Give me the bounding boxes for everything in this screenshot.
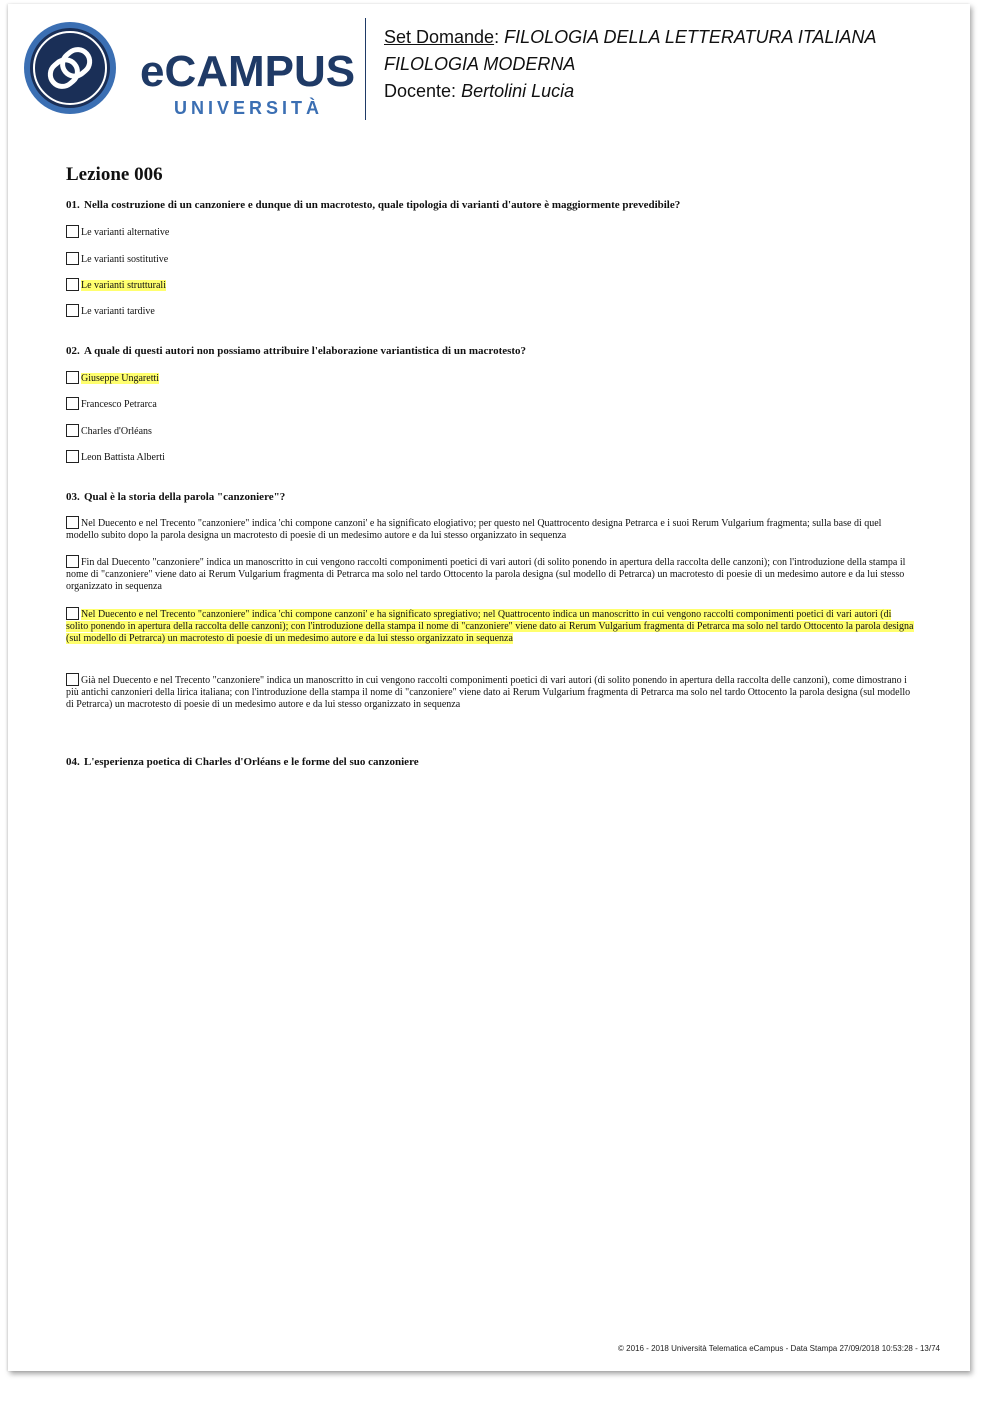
set-label: Set Domande [384, 27, 495, 47]
checkbox[interactable] [66, 225, 79, 238]
lesson-title: Lezione 006 [66, 164, 163, 185]
header-divider [365, 18, 366, 120]
highlighted-answer: Le varianti strutturali [81, 280, 166, 291]
header-info [384, 24, 877, 105]
answer-option[interactable]: Le varianti alternative [66, 225, 916, 239]
answer-option[interactable] [66, 607, 916, 645]
checkbox[interactable] [66, 304, 79, 317]
question-title: 01. Nella costruzione di un canzoniere e dunque di un macrotesto, quale tipologia di varianti d'autore è maggiormente prevedibile? [66, 199, 681, 211]
answer-option[interactable]: Le varianti sostitutive [66, 252, 916, 266]
docente-line [384, 78, 877, 105]
highlighted-answer: Giuseppe Ungaretti [81, 373, 160, 384]
checkbox[interactable] [66, 252, 79, 265]
answer-option[interactable]: Francesco Petrarca [66, 397, 916, 411]
answer-option[interactable]: Charles d'Orléans [66, 424, 916, 438]
checkbox[interactable] [66, 607, 79, 620]
question-title: 04. L'esperienza poetica di Charles d'Orléans e le forme del suo canzoniere [66, 756, 419, 768]
set-value-2: FILOLOGIA MODERNA [384, 54, 576, 74]
highlighted-answer: Nel Duecento e nel Trecento "canzoniere" indica 'chi compone canzoni' e ha significato spregiativo; nel Quattrocento indica un manoscritto in cui vengono raccolti componimenti poetici di vari autori (di solito ponendo in apertura della raccolta delle canzoni); con l'introduzione della stampa il nome di "canzoniere" viene dato ai Rerum Vulgarium fragmenta di Petrarca ma solo nel tardo Ottocento la parola designa (sul modello di Petrarca) un macrotesto di poesie di un medesimo autore e da lui stesso organizzato in sequenza [66, 609, 914, 644]
answer-option[interactable]: Fin dal Duecento "canzoniere" indica un manoscritto in cui vengono raccolti componimenti poetici di vari autori (di solito ponendo in apertura della raccolta delle canzoni); con l'introduzione della stampa il nome di "canzoniere" viene dato ai Rerum Vulgarium fragmenta di Petrarca ma solo nel tardo Ottocento la parola designa (sul modello di Petrarca) un macrotesto di poesie di un medesimo autore e da lui stesso organizzato in sequenza [66, 557, 906, 592]
checkbox[interactable] [66, 516, 79, 529]
checkbox[interactable] [66, 555, 79, 568]
checkbox[interactable] [66, 278, 79, 291]
docente-value: Bertolini Lucia [461, 81, 575, 101]
logo-brand: eCAMPUS [140, 47, 356, 96]
answer-option[interactable]: Nel Duecento e nel Trecento "canzoniere" indica 'chi compone canzoni' e ha significato elogiativo; per questo nel Quattrocento designa Petrarca e i suoi Rerum Vulgarium fragmenta; sulla base di quel modello subito dopo la parola designa un macrotesto di poesie di un medesimo autore e da lui stesso organizzato in sequenza [66, 518, 882, 541]
answer-option[interactable]: Le varianti tardive [66, 304, 916, 318]
set-domande-line: Set Domande: FILOLOGIA DELLA LETTERATURA ITALIANA [384, 27, 877, 47]
ecampus-logo [22, 20, 362, 120]
question-title: 02. A quale di questi autori non possiamo attribuire l'elaborazione variantistica di un macrotesto? [66, 345, 527, 357]
answer-option[interactable]: Leon Battista Alberti [66, 450, 916, 464]
checkbox[interactable] [66, 424, 79, 437]
checkbox[interactable] [66, 450, 79, 463]
docente-label: Docente: [384, 81, 457, 101]
answer-option[interactable] [66, 371, 916, 385]
set-value: FILOLOGIA DELLA LETTERATURA ITALIANA [504, 27, 877, 47]
document-page [8, 4, 970, 1371]
logo-sub: UNIVERSITÀ [174, 98, 324, 118]
answer-option[interactable] [66, 278, 916, 292]
checkbox[interactable] [66, 371, 79, 384]
answer-option[interactable]: Già nel Duecento e nel Trecento "canzoniere" indica un manoscritto in cui vengono raccolti componimenti poetici di vari autori (di solito ponendo in apertura della raccolta delle canzoni), come dimostrano i più antichi canzonieri della lirica italiana; con l'introduzione della stampa il nome di "canzoniere" viene dato ai Rerum Vulgarium fragmenta di Petrarca ma solo nel tardo Ottocento la parola designa (sul modello di Petrarca) un macrotesto di poesie di un medesimo autore e da lui stesso organizzato in sequenza [66, 675, 911, 710]
checkbox[interactable] [66, 397, 79, 410]
checkbox[interactable] [66, 673, 79, 686]
question-title: 03. Qual è la storia della parola "canzoniere"? [66, 491, 286, 503]
page-footer: © 2016 - 2018 Università Telematica eCampus - Data Stampa 27/09/2018 10:53:28 - 13/74 [618, 1344, 940, 1353]
